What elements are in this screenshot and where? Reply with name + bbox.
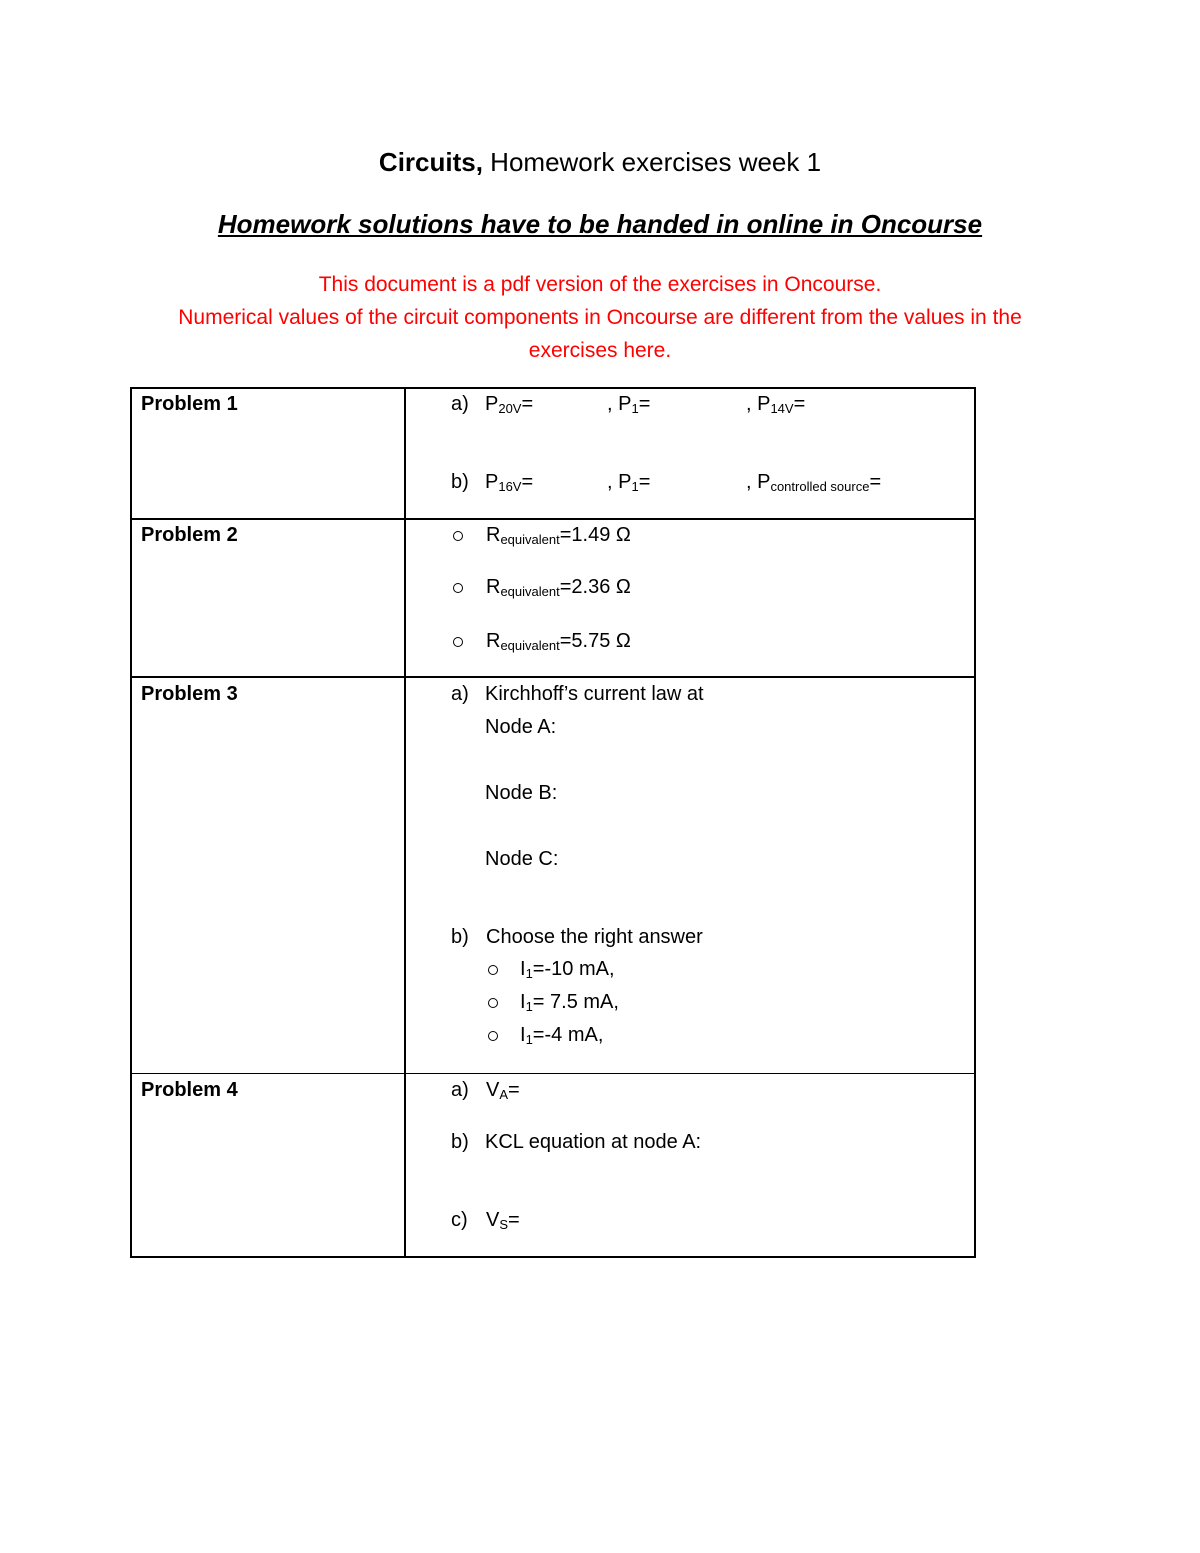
title-bold: Circuits, xyxy=(378,147,483,177)
p1-b-item-1: $P_{16V}=$ xyxy=(485,471,534,494)
p3-node-a: Node A: xyxy=(485,716,557,738)
problem-1-b-marker: b) xyxy=(451,471,469,493)
p1-a-item-1: $P_{20V}=$ xyxy=(485,393,534,416)
problem-4-label: Problem 4 xyxy=(141,1079,238,1101)
p3-node-b: Node B: xyxy=(485,782,558,804)
notice xyxy=(0,268,1200,367)
radio-circle-icon[interactable] xyxy=(488,1031,498,1041)
table-row-divider xyxy=(130,1073,976,1074)
radio-circle-icon[interactable] xyxy=(488,965,498,975)
radio-circle-icon[interactable] xyxy=(453,531,463,541)
p3-node-c: Node C: xyxy=(485,848,559,870)
page-subtitle: Homework solutions have to be handed in online in Oncourse xyxy=(217,209,983,239)
p3-option-2: $I_1= 7.5$ mA, xyxy=(520,991,619,1014)
notice-line-2: Numerical values of the circuit components in Oncourse are different from the values in the xyxy=(178,306,1022,329)
radio-circle-icon[interactable] xyxy=(488,998,498,1008)
p1-b-item-2: , $P_1=$ xyxy=(607,471,651,494)
p2-option-1: $R_{equivalent}=1.49$ Ω xyxy=(486,524,631,547)
p3-b-text: Choose the right answer xyxy=(486,926,703,948)
radio-circle-icon[interactable] xyxy=(453,637,463,647)
p1-a-item-3: , $P_{14V}=$ xyxy=(746,393,806,416)
title-rest: Homework exercises week 1 xyxy=(482,147,822,177)
problem-4-b-marker: b) xyxy=(451,1131,469,1153)
problem-3-b-marker: b) xyxy=(451,926,469,948)
p4-c-item: $V_S=$ xyxy=(486,1209,520,1232)
p3-a-text: Kirchhoff’s current law at xyxy=(485,683,704,705)
problem-3-label: Problem 3 xyxy=(141,683,238,705)
table-row-divider xyxy=(130,518,976,520)
radio-circle-icon[interactable] xyxy=(453,583,463,593)
page-title xyxy=(0,146,1200,178)
table-row-divider xyxy=(130,676,976,678)
problem-4-c-marker: c) xyxy=(451,1209,468,1231)
p2-option-3: $R_{equivalent}=5.75$ Ω xyxy=(486,630,631,653)
p4-a-item: $V_A=$ xyxy=(486,1079,520,1102)
problem-2-label: Problem 2 xyxy=(141,524,238,546)
p1-a-item-2: , $P_1=$ xyxy=(607,393,651,416)
p3-option-3: $I_1=-4$ mA, xyxy=(520,1024,604,1047)
problem-1-a-marker: a) xyxy=(451,393,469,415)
problem-4-a-marker: a) xyxy=(451,1079,469,1101)
p1-b-item-3: , $P_{controlled source}=$ xyxy=(746,471,882,494)
p4-b-text: KCL equation at node A: xyxy=(485,1131,702,1153)
p2-option-2: $R_{equivalent}=2.36$ Ω xyxy=(486,576,631,599)
problem-1-label: Problem 1 xyxy=(141,393,238,415)
notice-line-3: exercises here. xyxy=(528,339,672,362)
notice-line-1: This document is a pdf version of the exercises in Oncourse. xyxy=(318,273,882,296)
problem-3-a-marker: a) xyxy=(451,683,469,705)
p3-option-1: $I_1=-10$ mA, xyxy=(520,958,615,981)
